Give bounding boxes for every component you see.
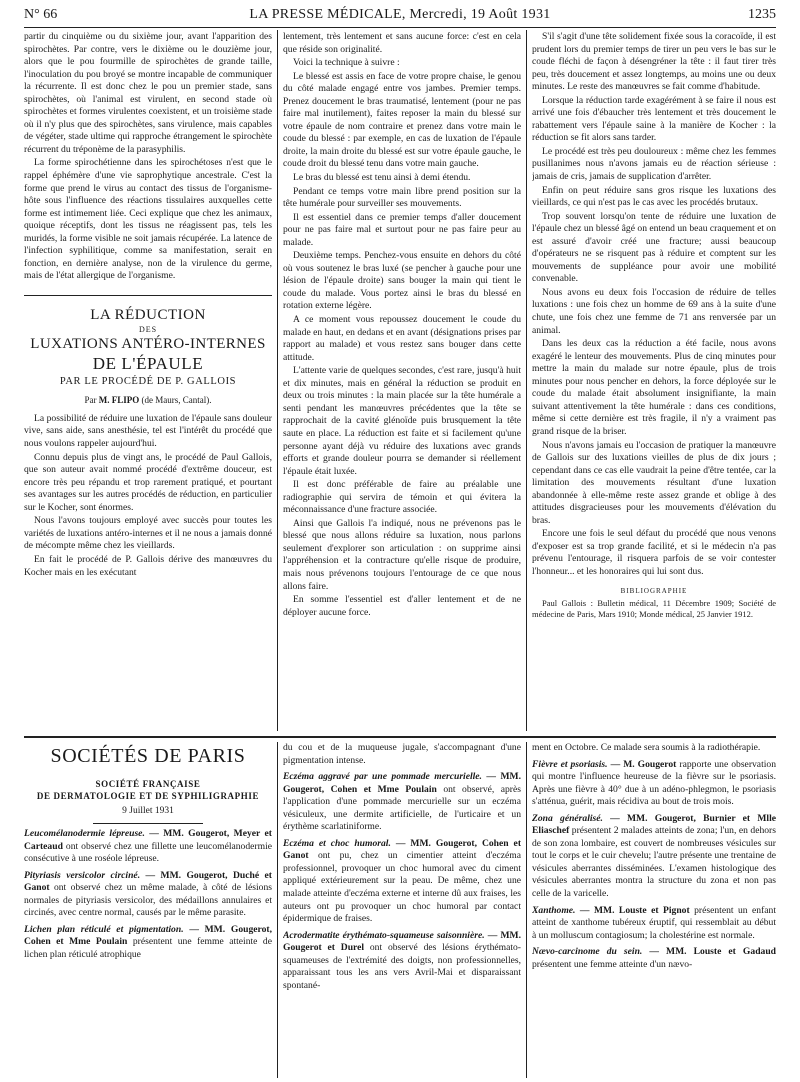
paragraph: Nous avons eu deux fois l'occasion de réduire de telles luxations : une fois chez un homme de 69 ans à la suite d'une chute, une fois chez une femme de 71 ans renversée par un animal. — [532, 286, 776, 336]
column-1 — [24, 31, 272, 731]
societes-column-3 — [532, 742, 776, 1078]
entry-authors: — MM. Gougerot, Cohen et Mme Poulain — [24, 923, 272, 948]
communication-entry — [24, 870, 272, 920]
bottom-column-separator-2 — [526, 742, 527, 1078]
entry-text: ont observé chez un même malade, à côté de lésions normales de pityriasis versicolor, des médaillons annulaires et circinés, avec centre normal, causés par le même parasite. — [24, 882, 272, 919]
bottom-column-separator-1 — [277, 742, 278, 1078]
bibliography-entry: Paul Gallois : Bulletin médical, 11 Décembre 1909; Société de médecine de Paris, Mars 1910; Monde médical, 25 Janvier 1912. — [532, 597, 776, 619]
entry-authors: — MM. Gougerot, Burnier et Mlle Eliaschef — [532, 812, 776, 837]
section-rule — [24, 295, 272, 296]
paragraph: Il est essentiel dans ce premier temps d'aller doucement pour ne pas faire mal et surtout pour ne pas faire peur au malade. — [283, 211, 521, 248]
societes-column-1 — [24, 742, 272, 1078]
entry-authors: — MM. Louste et Pignot — [575, 904, 690, 916]
entry-title: Acrodermatite érythémato-squameuse saisonnière. — [283, 929, 485, 941]
communication-entry — [283, 838, 521, 926]
title-line: LA RÉDUCTION — [90, 306, 206, 323]
communication-entry — [532, 759, 776, 809]
paragraph: Enfin on peut réduire sans gros risque les luxations des vieillards, ce qui n'est pas le cas avec les procédés brutaux. — [532, 184, 776, 209]
paragraph: Connu depuis plus de vingt ans, le procédé de Paul Gallois, que son auteur avait nommé procédé d'extrême douceur, est encore très peu répandu et trop rarement pratiqué, et pourtant ses avantages sur les autres procédés de réduction, en particulier sur le Kocher, sont énormes. — [24, 451, 272, 513]
entry-text: présentent 2 malades atteints de zona; l'un, en dehors de son zona lombaire, est couvert de nombreuses vésicules sur tout le corps et le cuir chevelu; l'autre présente une trentaine de vésicules aberrantes disséminées. L'examen histologique des vésicules aberrantes montra la structure du zona et non pas celle de la varicelle. — [532, 825, 776, 900]
paragraph: A ce moment vous repoussez doucement le coude du malade en haut, en dedans et en avant (désignations prises par rapport au malade) et vous restez sans bouger dans cette attitude. — [283, 314, 521, 363]
page-header — [24, 4, 776, 26]
paragraph: Trop souvent lorsqu'on tente de réduire une luxation de l'épaule chez un blessé âgé on entend un beau craquement et on est assuré d'avoir créé une fracture; aussi beaucoup d'opérateurs ne se risquent pas à réduire et comptent sur les mouvements de suppléance pour avoir une mobilité convenable. — [532, 210, 776, 285]
communication-entry — [532, 813, 776, 901]
column-2 — [283, 31, 521, 731]
entry-title: Eczéma et choc humoral. — [283, 837, 391, 849]
paragraph: Deuxième temps. Penchez-vous ensuite en dehors du côté où vous soutenez le bras luxé (se pencher à gauche pour une lésion de l'épaule droite) sans bouger la main qui tient le coude du malade. Vous portez ainsi le bras du blessé en rotation externe légère. — [283, 250, 521, 312]
paragraph: Voici la technique à suivre : — [293, 57, 400, 69]
entry-title: Fièvre et psoriasis. — [532, 758, 608, 770]
page-number: 1235 — [748, 7, 776, 22]
title-line: DE L'ÉPAULE — [92, 353, 204, 373]
entry-text: ont pu, chez un cimentier atteint d'eczéma professionnel, provoquer un choc humoral avec du ciment appliqué extérieurement sur la peau. De même, chez une malade atteinte d'eczéma externe et interne dû aux fraises, les auteurs ont pu provoquer un choc humoral par contact épidermique de fraises. — [283, 850, 521, 925]
paragraph: du cou et de la muqueuse jugale, s'accompagnant d'une pigmentation intense. — [283, 742, 521, 766]
byline-suffix: (de Maurs, Cantal). — [141, 394, 212, 405]
entry-title: Leucomélanodermie lépreuse. — [24, 828, 145, 839]
paragraph: En somme l'essentiel est d'aller lentement et de ne déployer aucune force. — [283, 594, 521, 618]
entry-authors: — MM. Gougerot, Cohen et Mme Poulain — [283, 771, 521, 795]
entry-text: ont observé chez une fillette une leucomélanodermie consécutive à une roséole lépreuse. — [24, 840, 272, 865]
paragraph: En fait le procédé de P. Gallois dérive des manœuvres du Kocher mais en les exécutant — [24, 553, 272, 578]
article-col1 — [24, 413, 272, 579]
column-3 — [532, 31, 776, 731]
entry-title: Nævo-carcinome du sein. — [532, 946, 643, 958]
paragraph: Il est donc préférable de faire au préalable une radiographie qui servira de témoin et qui évitera la méconnaissance d'une fracture associée. — [283, 479, 521, 516]
communication-entry — [24, 828, 272, 866]
entry-text: présentent une femme atteinte d'un nævo- — [532, 958, 693, 970]
entry-authors: — MM. Louste et Gadaud — [642, 946, 776, 958]
communication-entry — [24, 924, 272, 962]
paragraph: lentement, très lentement et sans aucune force: c'est en cela que réside son originalité. — [283, 31, 521, 55]
paragraph: S'il s'agit d'une tête solidement fixée sous la coracoïde, il est prudent lors du premier temps de tirer un peu vers le bas sur le coude fléchi de façon à désengréner la tête : il faut tirer très peu, très doucement et assez longtemps, au moins une ou deux minutes. Le reste des manœuvres se fait comme d'habitude. — [532, 31, 776, 93]
paragraph: Encore une fois le seul défaut du procédé que nous venons d'exposer est sa trop grande facilité, et si le médecin n'a pas prévenu l'entourage, il risquera parfois de se voir contester l'honneur... et les honoraires qui lui sont dus. — [532, 528, 776, 577]
entry-text: présentent un enfant atteint de xanthome tubéreux éruptif, qui ressemblait au début à un molluscum contagiosum; la cholestérine est normale. — [532, 904, 776, 941]
entry-title: Zona généralisé. — [532, 812, 603, 824]
entry-text: ont observé des lésions érythémato-squameuses de l'extrémité des doigts, non professionnelles, apparaissant tous les ans vers Avril-Mai et disparaissant spontané- — [283, 942, 521, 991]
header-rule — [24, 27, 776, 28]
paragraph: L'attente varie de quelques secondes, c'est rare, jusqu'à huit et dix minutes, mais en général la réduction se produit en deux ou trois minutes : la main placée sur la tête humérale a senti pendant les manœuvres précédentes que la tête se rapprochait de la cavité glénoïde puis brusquement la tête saute en place. La réduction est faite et si facilement qu'une personne ayant déjà vu réduire des luxations avec grands efforts et grande douleur pourra se demander si réellement l'épaule était luxée. — [283, 365, 521, 477]
entry-title: Lichen plan réticulé et pigmentation. — [24, 923, 184, 935]
journal-title: LA PRESSE MÉDICALE, Mercredi, 19 Août 1931 — [249, 7, 551, 22]
column-separator-1 — [277, 30, 278, 731]
column-separator-2 — [526, 30, 527, 731]
societes-column-2 — [283, 742, 521, 1078]
entry-authors: — MM. Gougerot, Cohen et Ganot — [283, 837, 521, 862]
bibliography-heading: BIBLIOGRAPHIE — [620, 586, 688, 595]
issue-number: N° 66 — [24, 7, 58, 22]
author-name: M. FLIPO — [98, 394, 140, 405]
communication-entry — [283, 930, 521, 993]
societes-title: SOCIÉTÉS DE PARIS — [50, 745, 246, 767]
paragraph: Pendant ce temps votre main libre prend position sur la tête humérale pour surveiller ses mouvements. — [283, 185, 521, 210]
entry-text: ont observé, après l'application d'une pommade mercurielle sur un eczéma vésiculeux, une dermite artificielle, de l'urticaire et un érythème scarlatiniforme. — [283, 783, 521, 833]
entry-text: présentent une femme atteinte de lichen plan réticulé atrophique — [24, 936, 272, 960]
paragraph: Ainsi que Gallois l'a indiqué, nous ne prévenons pas le blessé que nous allons réduire sa luxation, nous parlons seulement d'explorer son articulation : on supprime ainsi l'appréhension et la contracture qu'elle risque de produire, mais nous prévenons toujours l'entourage de ce que nous allons faire. — [283, 517, 521, 592]
paragraph: Nous n'avons jamais eu l'occasion de pratiquer la manœuvre de Gallois sur des luxations vieilles de plus de dix jours ; cependant dans ce cas elle vaudrait la peine d'être tentée, car la limitation des mouvements résultant d'une luxation abandonnée à elle-même reste assez grande et oblige à des attitudes disgracieuses pour les mouvements d'élévation du bras. — [532, 439, 776, 526]
paragraph: Le bras du blessé est tenu ainsi à demi étendu. — [293, 172, 471, 184]
communication-entry — [283, 771, 521, 834]
col1-top-paragraphs — [24, 31, 272, 283]
entry-text: rapporte une observation qui montre l'influence heureuse de la fièvre sur le psoriasis. Après une fièvre à 40° due à un adéno-phlegmon, le psoriasis s'atténua, guérit, mais récidiva au bout de trois mois. — [532, 758, 776, 808]
communication-entry — [532, 905, 776, 943]
date-rule — [93, 823, 203, 824]
title-line: LUXATIONS ANTÉRO-INTERNES — [30, 335, 266, 352]
title-line: PAR LE PROCÉDÉ DE P. GALLOIS — [59, 375, 237, 387]
paragraph: Dans les deux cas la réduction a été facile, nous avons exagéré le lenteur des mouvements. Plus de cinq minutes pour mettre la main du malade sur notre épaule, plus de trois minutes pour nous pencher en dehors, la force déployée sur le coude du malade était absolument insignifiante, la main suivant attentivement la tête humérale : dans ces conditions, même si cette dernière est très fragile, il n'y a vraiment pas grand risque de la briser. — [532, 338, 776, 437]
paragraph: Lorsque la réduction tarde exagérément à se faire il nous est arrivé une fois d'ébaucher très lentement et très doucement le rabattement vers l'épaule saine à la manière de Kocher : la réduction se fit alors sans tarder. — [532, 94, 776, 144]
paragraph: La possibilité de réduire une luxation de l'épaule sans douleur vive, sans aide, sans anesthésie, tel est l'intérêt du procédé que nous voulons rappeler aujourd'hui. — [24, 412, 272, 450]
communication-entry — [532, 946, 776, 971]
entry-authors: — MM. Gougerot et Durel — [283, 929, 521, 954]
entry-authors: — M. Gougerot — [607, 758, 677, 770]
paragraph: Le blessé est assis en face de votre propre chaise, le genou du côté malade engagé entre vos jambes. Premier temps. Prenez doucement le bras traumatisé, lentement (pour ne pas faire mal inutilement), faites reposer la main du blessé sur votre épaule de nom contraire et prenez dans votre main le coude du blessé : par exemple, en cas de luxation de l'épaule droite, la main droite du blessé est sur votre épaule gauche, le coude droit du blessé tenu dans votre main gauche. — [283, 70, 521, 170]
society-name: SOCIÉTÉ FRANÇAISE — [95, 779, 201, 789]
entry-title: Pityriasis versicolor circiné. — [24, 869, 141, 881]
title-line: DES — [138, 324, 158, 334]
entry-authors: — MM. Gougerot, Meyer et Carteaud — [24, 828, 272, 852]
section-divider — [24, 736, 776, 738]
byline-prefix: Par — [84, 394, 97, 405]
entry-title: Eczéma aggravé par une pommade mercurielle. — [283, 771, 482, 783]
paragraph: Nous l'avons toujours employé avec succès pour toutes les variétés de luxations antéro-internes et il ne nous a jamais donné de mécompte même chez les vieillards. — [24, 515, 272, 552]
article-title — [24, 306, 272, 407]
society-name: DE DERMATOLOGIE ET DE SYPHILIGRAPHIE — [36, 791, 260, 801]
entry-authors: — MM. Gougerot, Duché et Ganot — [24, 869, 272, 894]
paragraph: Le procédé est très peu douloureux : même chez les femmes pusillanimes nous n'avons jamais eu de réaction sérieuse : jamais de cris, jamais de supplication d'arrêter. — [532, 145, 776, 183]
session-date: 9 Juillet 1931 — [122, 806, 174, 816]
paragraph: La forme spirochétienne dans les spirochétoses n'est que le rappel éphémère d'une vie saprophytique ancestrale. C'est la forme que prend le virus au contact des tissus de l'organisme-hôte sous l'influence des réactions tissulaires auxquelles cette forme est intimement liée. Ceci explique que chez les animaux, quoique réceptifs, dont les tissus ne réagissent pas, tels les muridés, la forme visible ne soit jamais récupérée. La latence de l'infection syphilitique, comme sa manifestation, serait en fonction, en dernière analyse, non de la virulence du germe, mais de l'état allergique de l'organisme. — [24, 157, 272, 282]
byline — [24, 394, 272, 407]
paragraph: partir du cinquième ou du sixième jour, avant l'apparition des spirochètes. Par contre, vers le dixième ou le douzième jour, alors que le pou fourmille de spirochètes de grande taille, l'inoculation du pou broyé se montre incapable de communiquer la récurrente. Il est donc chez le pou un premier stade, sans spirochètes, où l'animal est virulent, en second stade où spirochètes et formes virulentes coexistent, et un troisième stade où il n'y plus que des spirochètes, sans virulence, mais capables de végéter, stade ultime qui rapproche étrangement le spirochète récurrent du tréponème de la parasyphilis. — [24, 31, 272, 155]
entry-title: Xanthome. — [532, 904, 576, 916]
paragraph: ment en Octobre. Ce malade sera soumis à la radiothérapie. — [532, 742, 761, 753]
